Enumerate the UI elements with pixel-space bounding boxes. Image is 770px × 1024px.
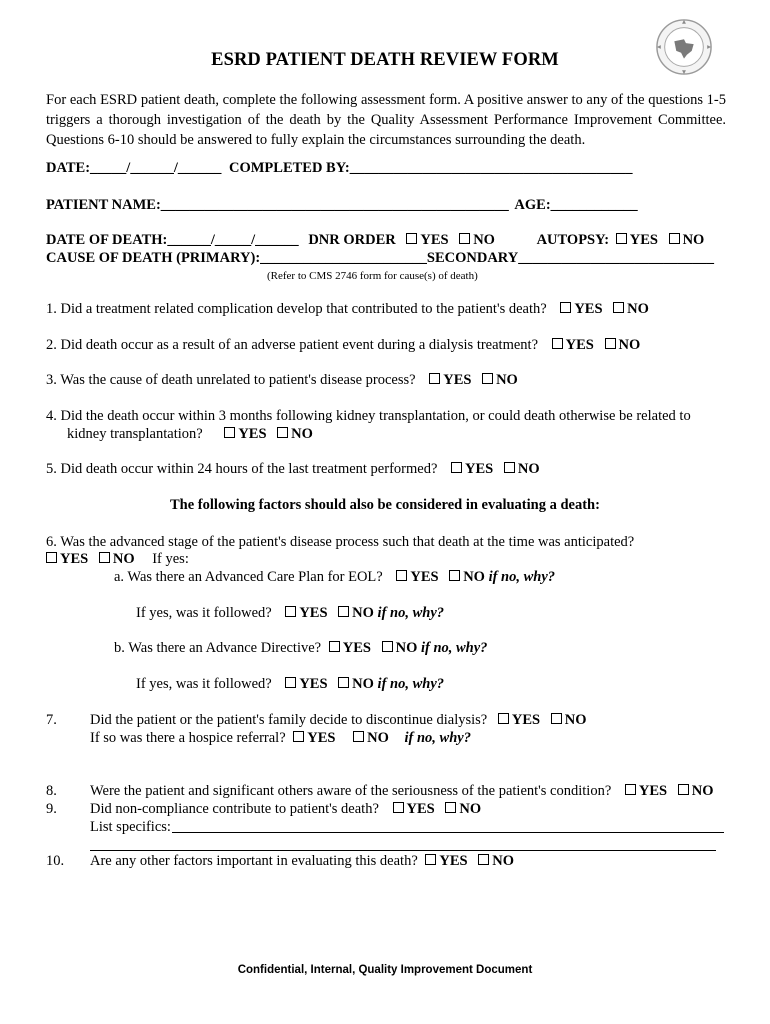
list-specifics-line-1[interactable] xyxy=(172,832,724,833)
q5-no-checkbox[interactable]: NO xyxy=(504,461,540,478)
q6a-yes-checkbox[interactable]: YES xyxy=(396,569,438,586)
q2-no-checkbox[interactable]: NO xyxy=(605,337,641,354)
q6b-followed-yes-checkbox[interactable]: YES xyxy=(285,676,327,693)
list-specifics-label: List specifics: xyxy=(90,819,171,835)
question-8-number: 8. xyxy=(46,783,57,799)
question-2: 2. Did death occur as a result of an adverse patient event during a dialysis treatment? YES NO xyxy=(46,337,641,353)
question-7-number: 7. xyxy=(46,712,57,728)
q10-no-checkbox[interactable]: NO xyxy=(478,853,514,870)
question-4-line-1: 4. Did the death occur within 3 months following kidney transplantation, or could death otherwise be related to xyxy=(46,408,691,424)
intro-paragraph: For each ESRD patient death, complete the following assessment form. A positive answer to any of the questions 1-5 triggers a thorough investigation of the death by the Quality Assessment Performance Improvement Committee. Questions 6-10 should be answered to fully explain the circumstances surrounding the death. xyxy=(46,92,726,148)
autopsy-yes-checkbox[interactable]: YES xyxy=(616,232,658,249)
date-of-death-field[interactable]: DATE OF DEATH:______/_____/______ xyxy=(46,232,299,248)
q10-yes-checkbox[interactable]: YES xyxy=(425,853,467,870)
q6-yes-checkbox[interactable]: YES xyxy=(46,551,88,568)
age-field: AGE:____________ xyxy=(514,197,638,213)
q6-no-checkbox[interactable]: NO xyxy=(99,551,135,568)
date-field[interactable]: DATE:_____/______/______ COMPLETED BY:_______________________________________ xyxy=(46,160,633,176)
q4-yes-checkbox[interactable]: YES xyxy=(224,426,266,443)
date-of-death-row: DATE OF DEATH:______/_____/______ DNR ORDER YES NO AUTOPSY: YES NO xyxy=(46,232,705,248)
q6b-followed-no-checkbox[interactable]: NO xyxy=(338,676,374,693)
q7-yes-checkbox[interactable]: YES xyxy=(498,712,540,729)
list-specifics-line-2[interactable] xyxy=(90,850,716,851)
q7-hospice-no-checkbox[interactable]: NO xyxy=(353,730,389,747)
cause-of-death-field[interactable]: CAUSE OF DEATH (PRIMARY):_______________________SECONDARY___________________________ xyxy=(46,250,714,266)
q7-no-checkbox[interactable]: NO xyxy=(551,712,587,729)
page-title: ESRD PATIENT DEATH REVIEW FORM xyxy=(211,50,559,70)
question-6b-followed: If yes, was it followed? YES NO if no, why? xyxy=(136,676,445,692)
q4-no-checkbox[interactable]: NO xyxy=(277,426,313,443)
q9-yes-checkbox[interactable]: YES xyxy=(393,801,435,818)
q8-yes-checkbox[interactable]: YES xyxy=(625,783,667,800)
dnr-yes-checkbox[interactable]: YES xyxy=(406,232,448,249)
question-10-number: 10. xyxy=(46,853,65,869)
q1-no-checkbox[interactable]: NO xyxy=(613,301,649,318)
q6a-followed-no-checkbox[interactable]: NO xyxy=(338,605,374,622)
q5-yes-checkbox[interactable]: YES xyxy=(451,461,493,478)
autopsy-no-checkbox[interactable]: NO xyxy=(669,232,705,249)
question-4-line-2: kidney transplantation? YES NO xyxy=(67,426,313,442)
q3-yes-checkbox[interactable]: YES xyxy=(429,372,471,389)
question-6: 6. Was the advanced stage of the patient's disease process such that death at the time was anticipated? xyxy=(46,534,635,550)
q9-no-checkbox[interactable]: NO xyxy=(445,801,481,818)
q7-hospice-yes-checkbox[interactable]: YES xyxy=(293,730,335,747)
confidential-footer: Confidential, Internal, Quality Improvement Document xyxy=(237,964,533,976)
refer-note: (Refer to CMS 2746 form for cause(s) of death) xyxy=(267,270,478,282)
q6b-no-checkbox[interactable]: NO xyxy=(382,640,418,657)
q1-yes-checkbox[interactable]: YES xyxy=(560,301,602,318)
question-9-number: 9. xyxy=(46,801,57,817)
q2-yes-checkbox[interactable]: YES xyxy=(552,337,594,354)
q6b-yes-checkbox[interactable]: YES xyxy=(329,640,371,657)
question-3: 3. Was the cause of death unrelated to patient's disease process? YES NO xyxy=(46,372,518,388)
patient-name-field[interactable]: PATIENT NAME:________________________________________________ AGE:____________ xyxy=(46,197,638,213)
question-1: 1. Did a treatment related complication develop that contributed to the patient's death? YES NO xyxy=(46,301,649,317)
factors-heading: The following factors should also be considered in evaluating a death: xyxy=(170,497,600,513)
question-9: Did non-compliance contribute to patient's death? YES NO xyxy=(90,801,482,817)
question-6a: a. Was there an Advanced Care Plan for EOL? YES NO if no, why? xyxy=(114,569,556,585)
q6a-no-checkbox[interactable]: NO xyxy=(449,569,485,586)
question-10: Are any other factors important in evaluating this death? YES NO xyxy=(90,853,514,869)
dnr-no-checkbox[interactable]: NO xyxy=(459,232,495,249)
q6a-followed-yes-checkbox[interactable]: YES xyxy=(285,605,327,622)
question-6-answer-row: YES NO If yes: xyxy=(46,551,189,568)
q8-no-checkbox[interactable]: NO xyxy=(678,783,714,800)
question-7-hospice: If so was there a hospice referral? YES NO if no, why? xyxy=(90,730,471,746)
q3-no-checkbox[interactable]: NO xyxy=(482,372,518,389)
question-6b: b. Was there an Advance Directive? YES NO if no, why? xyxy=(114,640,488,656)
question-5: 5. Did death occur within 24 hours of the last treatment performed? YES NO xyxy=(46,461,540,477)
question-8: Were the patient and significant others aware of the seriousness of the patient's condition? YES NO xyxy=(90,783,714,799)
question-6a-followed: If yes, was it followed? YES NO if no, why? xyxy=(136,605,445,621)
question-7: Did the patient or the patient's family decide to discontinue dialysis? YES NO xyxy=(90,712,587,728)
